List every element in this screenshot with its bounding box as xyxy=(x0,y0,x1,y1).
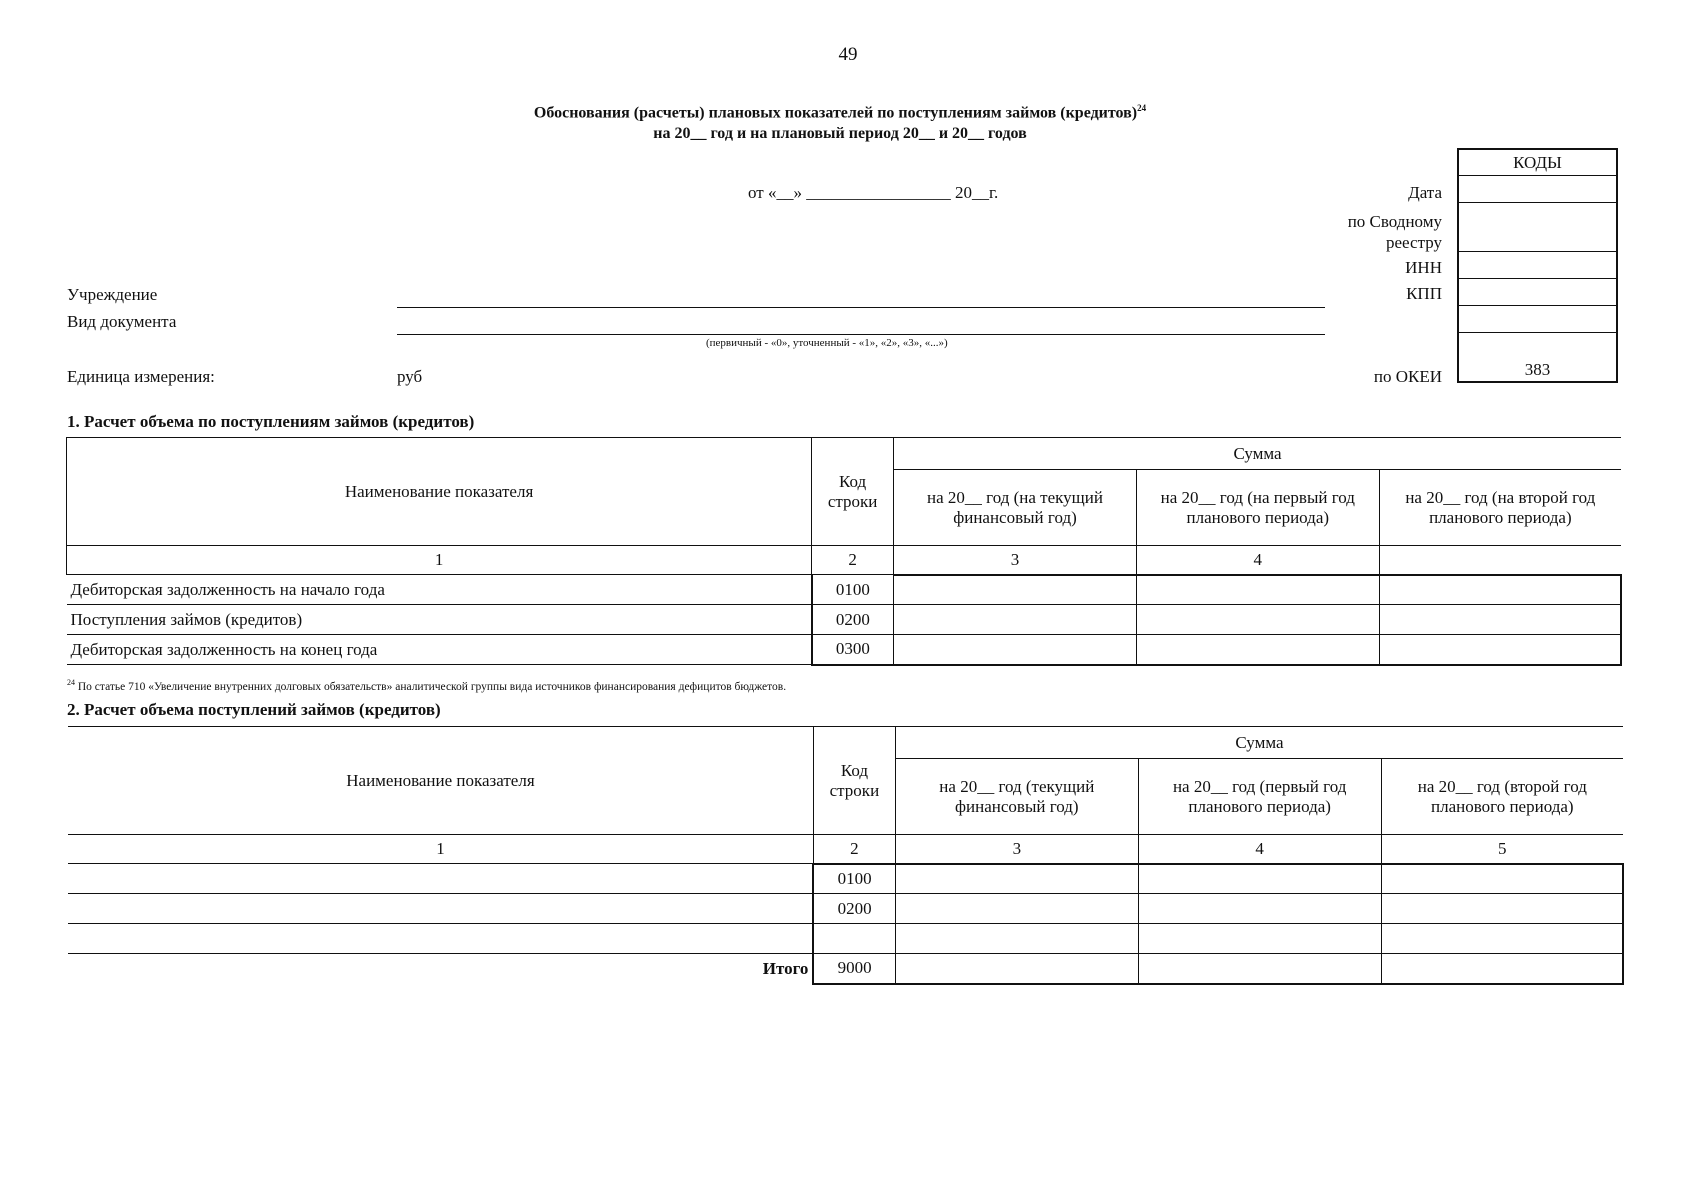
s2-num-2: 2 xyxy=(813,835,895,864)
s2-num-3: 3 xyxy=(895,835,1138,864)
s1-num-3: 3 xyxy=(894,546,1137,575)
section2-table xyxy=(68,726,1624,985)
institution-label: Учреждение xyxy=(67,285,158,304)
table-row xyxy=(68,894,1623,924)
table-row xyxy=(67,575,1622,605)
s2-row1-col5[interactable] xyxy=(1381,864,1623,894)
s1-row2-col4[interactable] xyxy=(1136,605,1379,635)
s2-row1-col3[interactable] xyxy=(895,864,1138,894)
doc-type-line[interactable] xyxy=(397,334,1325,335)
title-footnote-ref: 24 xyxy=(1137,103,1147,113)
s2-row2-name[interactable] xyxy=(68,894,813,924)
s2-num-1: 1 xyxy=(68,835,813,864)
s1-row1-name: Дебиторская задолженность на начало года xyxy=(67,575,812,605)
s2-total-code: 9000 xyxy=(813,954,895,984)
s2-row2-col4[interactable] xyxy=(1138,894,1381,924)
table-row xyxy=(68,924,1623,954)
s2-row3-name[interactable] xyxy=(68,924,813,954)
table-row xyxy=(68,864,1623,894)
codes-label-kpp: КПП xyxy=(1406,284,1442,303)
codes-label-registry: по Сводному реестру xyxy=(1347,212,1442,252)
codes-registry-cell[interactable] xyxy=(1458,203,1617,252)
s1-head-col4: на 20__ год (на первый год планового периода) xyxy=(1136,470,1379,546)
codes-label-date: Дата xyxy=(1408,183,1442,202)
s2-row3-col3[interactable] xyxy=(895,924,1138,954)
s2-row3-code xyxy=(813,924,895,954)
table-row xyxy=(67,635,1622,665)
section2-title: 2. Расчет объема поступлений займов (кредитов) xyxy=(67,700,441,719)
title-line1: Обоснования (расчеты) плановых показателей по поступлениям займов (кредитов) xyxy=(533,104,1138,122)
s2-row2-code: 0200 xyxy=(813,894,895,924)
s2-total-label: Итого xyxy=(762,958,809,978)
s1-row1-col3[interactable] xyxy=(894,575,1137,605)
s2-row3-col5[interactable] xyxy=(1381,924,1623,954)
institution-line[interactable] xyxy=(397,307,1325,308)
s1-num-4: 4 xyxy=(1136,546,1379,575)
s1-row3-col5[interactable] xyxy=(1379,635,1621,665)
s1-head-col3: на 20__ год (на текущий финансовый год) xyxy=(894,470,1137,546)
doc-type-label: Вид документа xyxy=(67,312,177,331)
s2-head-code: Код строки xyxy=(813,727,895,835)
codes-label-okei: по ОКЕИ xyxy=(1373,367,1442,386)
table-row-total xyxy=(68,954,1623,984)
codes-label-inn: ИНН xyxy=(1405,258,1442,277)
s1-row2-name: Поступления займов (кредитов) xyxy=(67,605,812,635)
s1-row3-col4[interactable] xyxy=(1136,635,1379,665)
s2-row2-col5[interactable] xyxy=(1381,894,1623,924)
title-line2: на 20__ год и на плановый период 20__ и 20__ годов xyxy=(653,125,1027,143)
s1-num-5 xyxy=(1379,546,1621,575)
s1-row3-name: Дебиторская задолженность на конец года xyxy=(67,635,812,665)
unit-label: Единица измерения: xyxy=(67,367,215,386)
s2-head-col3: на 20__ год (текущий финансовый год) xyxy=(895,759,1138,835)
s2-head-col4: на 20__ год (первый год планового периода) xyxy=(1138,759,1381,835)
s1-head-sum: Сумма xyxy=(894,438,1621,470)
s2-total-col3[interactable] xyxy=(895,954,1138,984)
footnote xyxy=(67,678,786,693)
codes-doctype-cell[interactable] xyxy=(1458,306,1617,333)
s1-row3-code: 0300 xyxy=(812,635,894,665)
footnote-num: 24 xyxy=(67,678,75,687)
s2-head-name: Наименование показателя xyxy=(68,727,813,835)
s2-head-sum: Сумма xyxy=(895,727,1623,759)
codes-date-cell[interactable] xyxy=(1458,176,1617,203)
codes-block xyxy=(1457,148,1618,383)
page-number: 49 xyxy=(838,44,858,65)
s1-num-1: 1 xyxy=(67,546,812,575)
s2-row2-col3[interactable] xyxy=(895,894,1138,924)
section1-table xyxy=(66,437,1622,666)
s1-row2-col3[interactable] xyxy=(894,605,1137,635)
section1-title: 1. Расчет объема по поступлениям займов (кредитов) xyxy=(67,412,475,431)
s1-row1-col5[interactable] xyxy=(1379,575,1621,605)
s2-row1-col4[interactable] xyxy=(1138,864,1381,894)
s1-row1-code: 0100 xyxy=(812,575,894,605)
s1-head-name: Наименование показателя xyxy=(67,438,812,546)
s1-head-code: Код строки xyxy=(812,438,894,546)
codes-header: КОДЫ xyxy=(1458,149,1617,176)
codes-blank-cell[interactable] xyxy=(1458,333,1617,360)
s2-total-col5[interactable] xyxy=(1381,954,1623,984)
s1-row2-code: 0200 xyxy=(812,605,894,635)
s2-row3-col4[interactable] xyxy=(1138,924,1381,954)
codes-inn-cell[interactable] xyxy=(1458,252,1617,279)
s2-head-col5: на 20__ год (второй год планового периода) xyxy=(1381,759,1623,835)
s2-num-4: 4 xyxy=(1138,835,1381,864)
codes-okei-cell: 383 xyxy=(1458,359,1617,382)
footnote-text: По статье 710 «Увеличение внутренних долговых обязательств» аналитической группы вида источников финансирования дефицитов бюджетов. xyxy=(75,680,787,693)
s1-row1-col4[interactable] xyxy=(1136,575,1379,605)
s1-row3-col3[interactable] xyxy=(894,635,1137,665)
page-title xyxy=(300,98,1380,144)
s2-row1-name[interactable] xyxy=(68,864,813,894)
doc-type-hint: (первичный - «0», уточненный - «1», «2», «3», «...») xyxy=(706,337,948,349)
s2-row1-code: 0100 xyxy=(813,864,895,894)
s1-row2-col5[interactable] xyxy=(1379,605,1621,635)
codes-kpp-cell[interactable] xyxy=(1458,279,1617,306)
s2-total-col4[interactable] xyxy=(1138,954,1381,984)
s1-num-2: 2 xyxy=(812,546,894,575)
s2-num-5: 5 xyxy=(1381,835,1623,864)
date-line: от «__» _________________ 20__г. xyxy=(748,183,999,202)
s1-head-col5: на 20__ год (на второй год планового периода) xyxy=(1379,470,1621,546)
unit-value: руб xyxy=(397,367,423,386)
table-row xyxy=(67,605,1622,635)
